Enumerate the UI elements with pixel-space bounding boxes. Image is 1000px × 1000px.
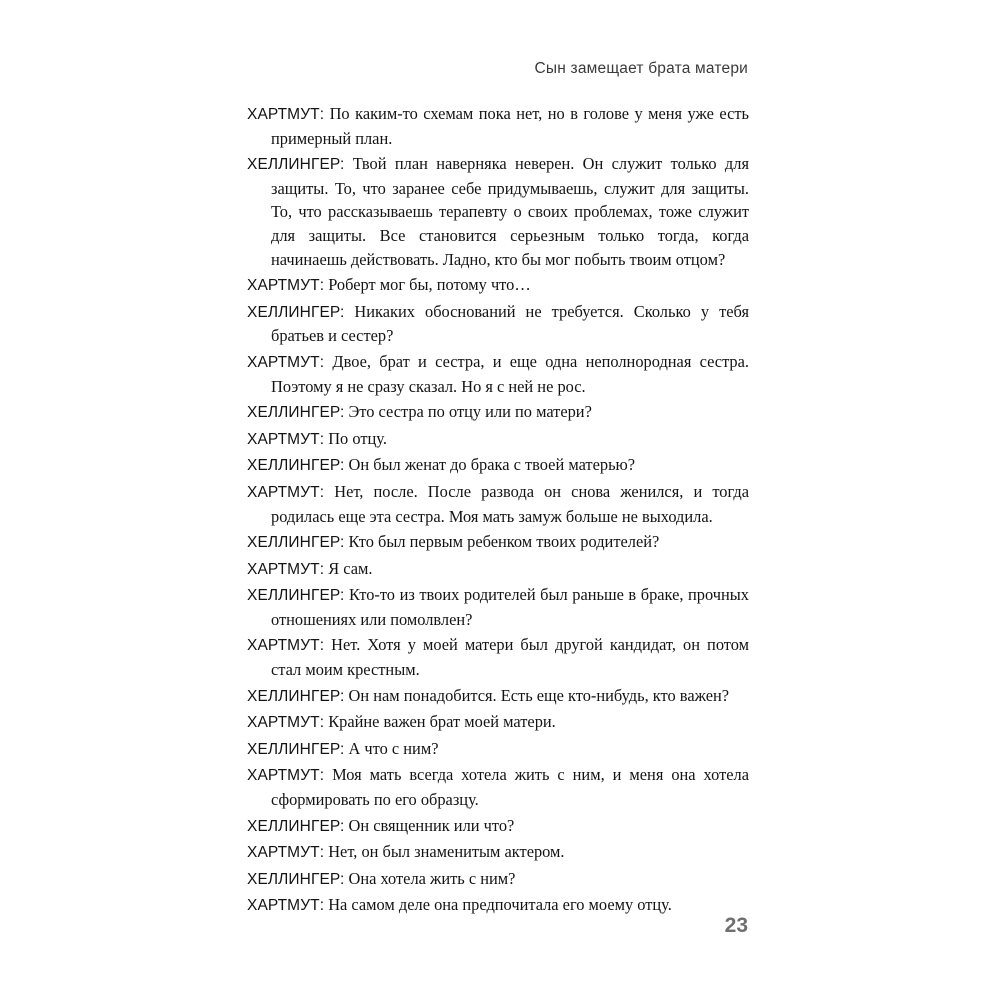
line-text: А что с ним? — [344, 738, 439, 758]
line-text: Никаких обоснований не требуется. Сколько у тебя братьев и сестер? — [271, 301, 749, 346]
dialogue-line — [247, 867, 749, 892]
dialogue-line — [247, 427, 749, 452]
dialogue-body — [247, 102, 749, 920]
dialogue-line — [247, 400, 749, 425]
speaker-name: ХАРТМУТ: — [247, 637, 325, 655]
line-text: Моя мать всегда хотела жить с ним, и меня она хотела сформировать по его образцу. — [271, 765, 749, 810]
line-text: Нет, после. После развода он снова женился, и тогда родилась еще эта сестра. Моя мать замуж больше не выходила. — [271, 481, 749, 526]
dialogue-line — [247, 152, 749, 271]
speaker-name: ХАРТМУТ: — [247, 767, 325, 785]
speaker-name: ХЕЛЛИНГЕР: — [247, 457, 345, 475]
speaker-name: ХЕЛЛИНГЕР: — [247, 687, 345, 705]
speaker-name: ХЕЛЛИНГЕР: — [247, 817, 345, 835]
dialogue-line — [247, 480, 749, 528]
line-text: По отцу. — [324, 428, 387, 448]
speaker-name: ХЕЛЛИНГЕР: — [247, 534, 345, 552]
speaker-name: ХАРТМУТ: — [247, 353, 325, 371]
dialogue-line — [247, 633, 749, 681]
line-text: Он священник или что? — [344, 815, 515, 835]
speaker-name: ХЕЛЛИНГЕР: — [247, 156, 345, 174]
speaker-name: ХЕЛЛИНГЕР: — [247, 404, 345, 422]
dialogue-line — [247, 840, 749, 865]
line-text: Это сестра по отцу или по матери? — [344, 402, 592, 422]
dialogue-line — [247, 684, 749, 709]
speaker-name: ХАРТМУТ: — [247, 277, 325, 295]
speaker-name: ХАРТМУТ: — [247, 844, 325, 862]
dialogue-line — [247, 273, 749, 298]
line-text: Роберт мог бы, потому что… — [324, 275, 531, 295]
speaker-name: ХАРТМУТ: — [247, 560, 325, 578]
line-text: Нет. Хотя у моей матери был другой кандидат, он потом стал моим крестным. — [271, 635, 749, 680]
dialogue-line — [247, 737, 749, 762]
dialogue-line — [247, 893, 749, 918]
running-head: Сын замещает брата матери — [534, 60, 748, 77]
line-text: Он был женат до брака с твоей матерью? — [344, 455, 636, 475]
speaker-name: ХЕЛЛИНГЕР: — [247, 870, 345, 888]
dialogue-line — [247, 102, 749, 150]
line-text: Твой план наверняка неверен. Он служит только для защиты. То, что заранее себе придумываешь, служит для защиты. То, что рассказываешь терапевту о своих проблемах, тоже служит для защиты. Все становится серьезным только тогда, когда начинаешь действовать. Ладно, кто бы мог побыть твоим отцом? — [271, 154, 749, 269]
dialogue-line — [247, 814, 749, 839]
speaker-name: ХЕЛЛИНГЕР: — [247, 740, 345, 758]
speaker-name: ХАРТМУТ: — [247, 483, 325, 501]
dialogue-line — [247, 710, 749, 735]
page-number: 23 — [724, 914, 748, 937]
line-text: Он нам понадобится. Есть еще кто-нибудь, кто важен? — [344, 685, 730, 705]
dialogue-line — [247, 763, 749, 811]
speaker-name: ХАРТМУТ: — [247, 897, 325, 915]
speaker-name: ХЕЛЛИНГЕР: — [247, 587, 345, 605]
line-text: Я сам. — [324, 558, 373, 578]
line-text: Крайне важен брат моей матери. — [324, 712, 556, 732]
dialogue-line — [247, 350, 749, 398]
line-text: Кто был первым ребенком твоих родителей? — [344, 532, 660, 552]
speaker-name: ХЕЛЛИНГЕР: — [247, 303, 345, 321]
line-text: На самом деле она предпочитала его моему отцу. — [324, 895, 672, 915]
dialogue-line — [247, 530, 749, 555]
dialogue-line — [247, 453, 749, 478]
speaker-name: ХАРТМУТ: — [247, 714, 325, 732]
dialogue-line — [247, 557, 749, 582]
line-text: Она хотела жить с ним? — [344, 868, 516, 888]
line-text: Нет, он был знаменитым актером. — [324, 842, 565, 862]
speaker-name: ХАРТМУТ: — [247, 430, 325, 448]
dialogue-line — [247, 300, 749, 348]
dialogue-line — [247, 583, 749, 631]
line-text: По каким-то схемам пока нет, но в голове у меня уже есть примерный план. — [271, 104, 749, 148]
line-text: Двое, брат и сестра, и еще одна неполнородная сестра. Поэтому я не сразу сказал. Но я с ней не рос. — [271, 351, 749, 396]
speaker-name: ХАРТМУТ: — [247, 106, 325, 123]
line-text: Кто-то из твоих родителей был раньше в браке, прочных отношениях или помолвлен? — [271, 585, 749, 629]
